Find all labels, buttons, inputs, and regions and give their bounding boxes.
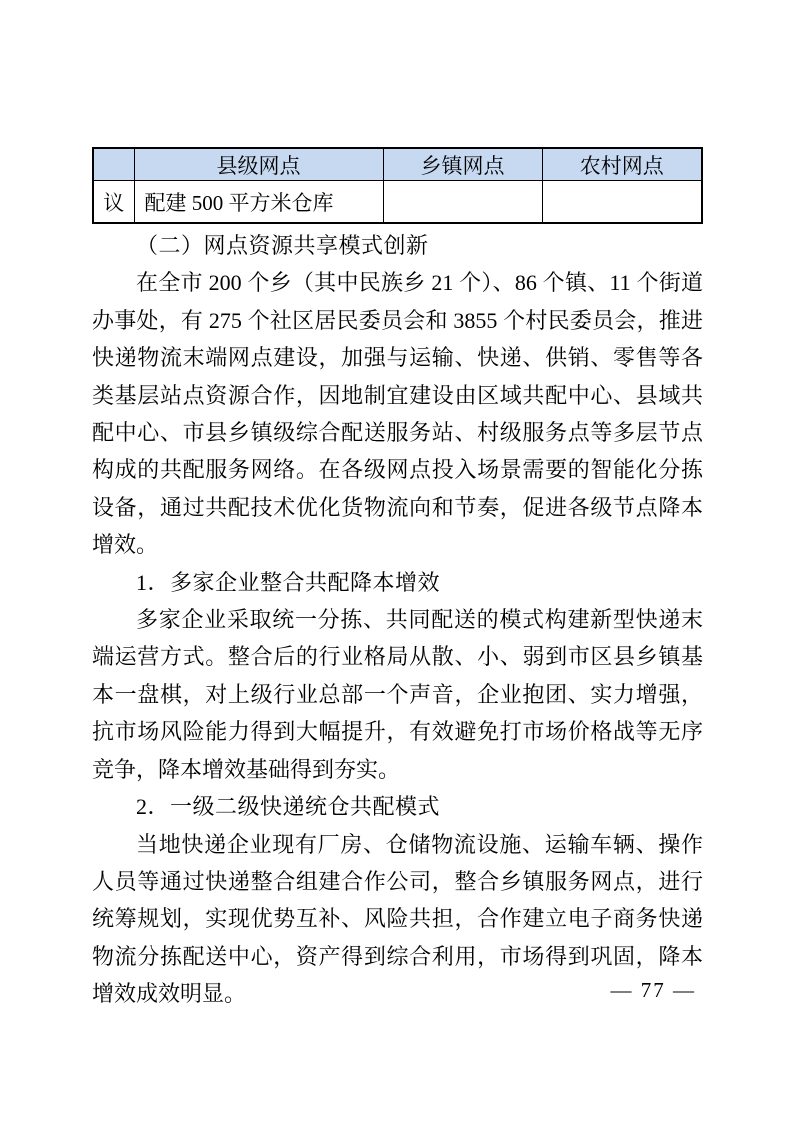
table-header-row xyxy=(93,148,702,181)
table-header-cell-township: 乡镇网点 xyxy=(383,148,542,181)
table-cell-label: 议 xyxy=(93,181,134,224)
section-heading: （二）网点资源共享模式创新 xyxy=(136,233,429,258)
network-points-table xyxy=(92,147,703,224)
table-cell-village-value xyxy=(542,181,702,224)
table-header-cell-village: 农村网点 xyxy=(542,148,702,181)
section-multi-enterprise-integration xyxy=(92,564,703,788)
table-row xyxy=(93,181,702,224)
paragraph: 在全市 200 个乡（其中民族乡 21 个）、86 个镇、11 个街道办事处，有 275 个社区居民委员会和 3855 个村民委员会，推进快递物流末端网点建设，加强与运输、快递、供销、零售等各类基层站点资源合作，因地制宜建设由区域共配中心、县域共配中心、市县乡镇级综合配送服务站、村级服务点等多层节点构成的共配服务网络。在各级网点投入场景需要的智能化分拣设备，通过共配技术优化货物流向和节奏，促进各级节点降本增效。 xyxy=(92,270,703,558)
table-header-cell-blank xyxy=(93,148,134,181)
section-heading: 2．一级二级快递统仓共配模式 xyxy=(136,794,441,820)
section-heading: 1．多家企业整合共配降本增效 xyxy=(136,569,441,595)
table-header-cell-county: 县级网点 xyxy=(134,148,383,181)
page-number: — 77 — xyxy=(610,978,696,1002)
paragraph: 当地快递企业现有厂房、仓储物流设施、运输车辆、操作人员等通过快递整合组建合作公司，整合乡镇服务网点，进行统筹规划，实现优势互补、风险共担，合作建立电子商务快递物流分拣配送中心，资产得到综合利用，市场得到巩固，降本增效成效明显。 xyxy=(92,831,703,1007)
table-cell-county-value: 配建 500 平方米仓库 xyxy=(134,181,383,224)
table-cell-township-value xyxy=(383,181,542,224)
section-network-resource-sharing xyxy=(92,227,703,564)
text-block xyxy=(92,227,703,1013)
paragraph: 多家企业采取统一分拣、共同配送的模式构建新型快递末端运营方式。整合后的行业格局从散、小、弱到市区县乡镇基本一盘棋，对上级行业总部一个声音，企业抱团、实力增强，抗市场风险能力得到大幅提升，有效避免打市场价格战等无序竞争，降本增效基础得到夯实。 xyxy=(92,607,703,782)
document-content xyxy=(92,147,703,1013)
